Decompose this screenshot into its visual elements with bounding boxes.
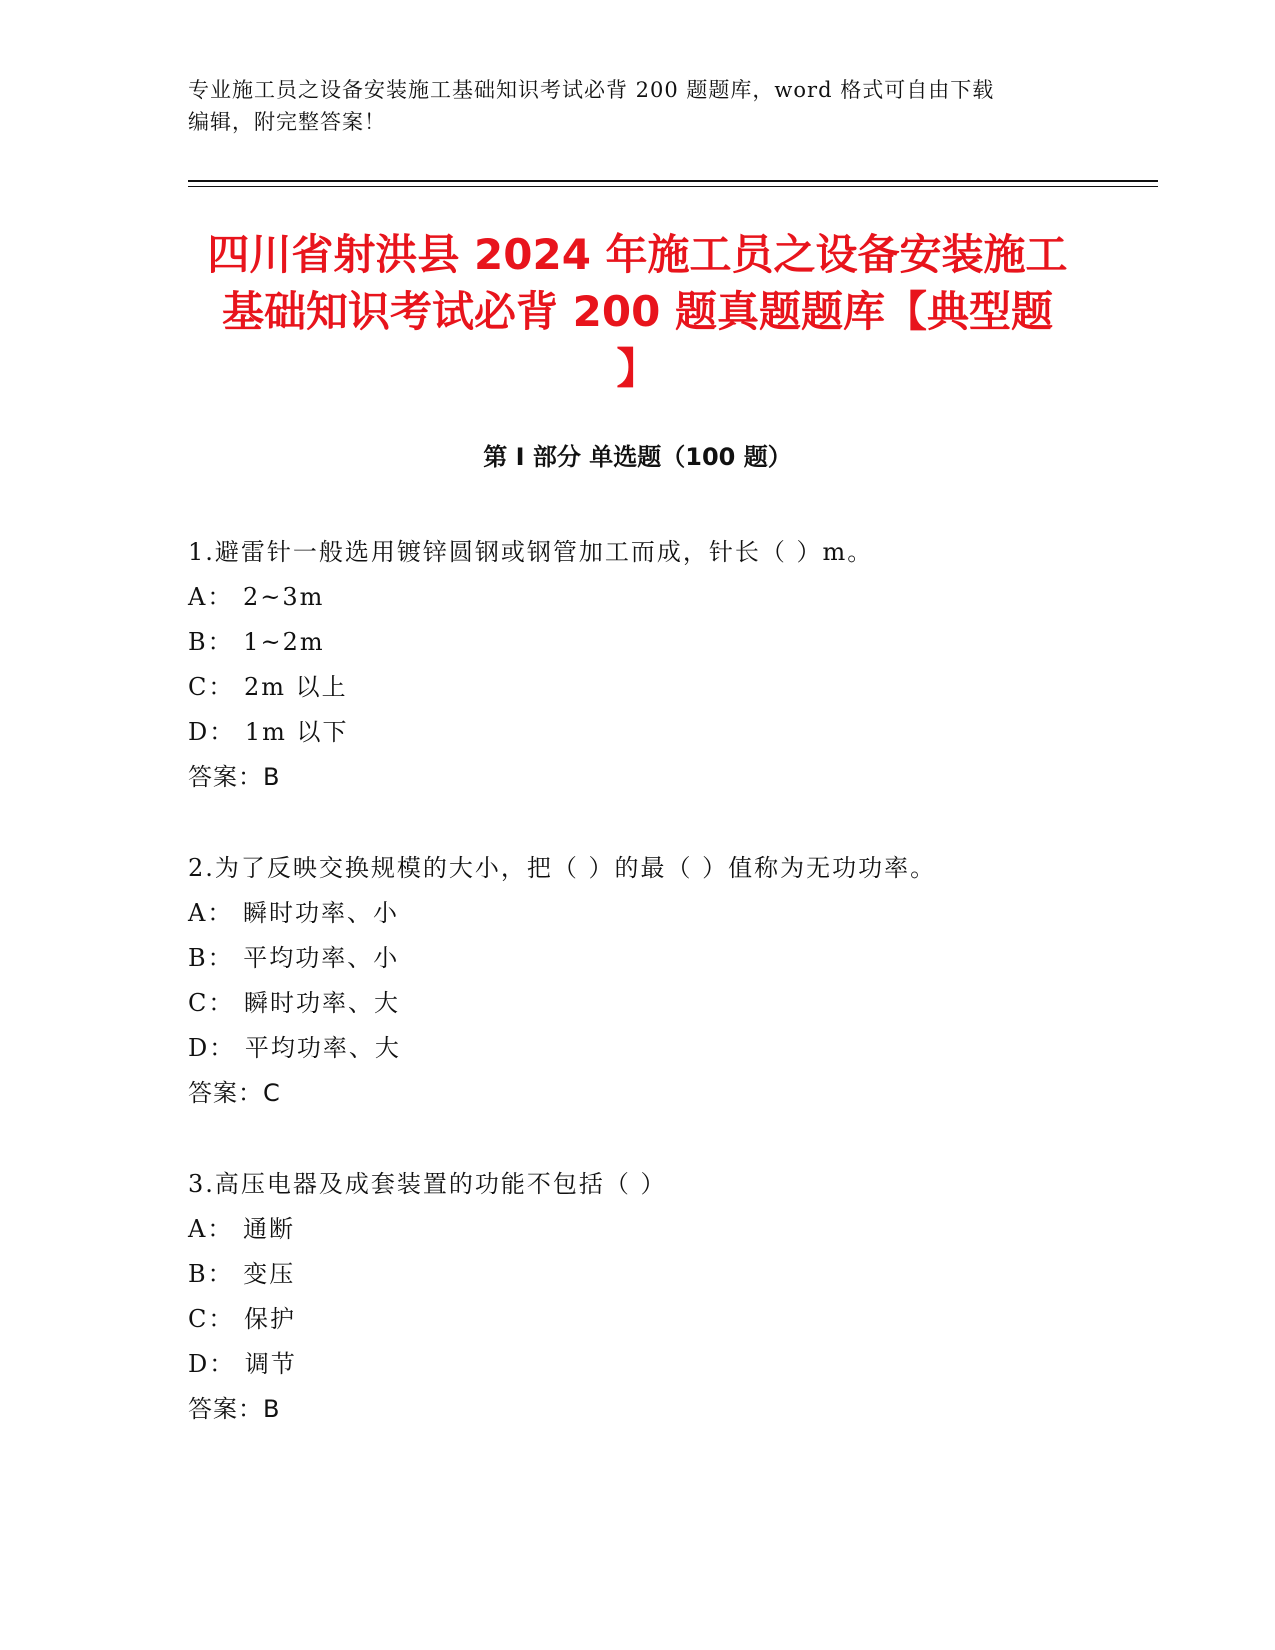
option-c: C： 瞬时功率、大 — [188, 989, 400, 1017]
option-c: C： 保护 — [188, 1305, 296, 1333]
question-stem: 3.高压电器及成套装置的功能不包括（ ） — [188, 1170, 667, 1198]
header-divider-thick — [188, 180, 1158, 182]
option-a: A： 通断 — [188, 1215, 295, 1243]
option-d: D： 1m 以下 — [188, 718, 349, 746]
question-item — [188, 1162, 1148, 1432]
document-title-line-2: 基础知识考试必背 200 题真题题库【典型题 — [222, 287, 1053, 336]
question-stem: 2.为了反映交换规模的大小，把（ ）的最（ ）值称为无功功率。 — [188, 854, 937, 882]
option-a: A： 2~3m — [188, 583, 325, 611]
section-heading: 第 I 部分 单选题（100 题） — [483, 443, 792, 471]
header-note-line-1: 专业施工员之设备安装施工基础知识考试必背 200 题题库，word 格式可自由下载 — [188, 78, 995, 102]
header-divider-thin — [188, 186, 1158, 187]
option-b: B： 平均功率、小 — [188, 944, 400, 972]
question-stem: 1.避雷针一般选用镀锌圆钢或钢管加工而成，针长（ ）m。 — [188, 538, 874, 566]
answer-line: 答案：B — [188, 1395, 281, 1423]
option-a: A： 瞬时功率、小 — [188, 899, 399, 927]
question-item — [188, 846, 1148, 1116]
question-item — [188, 530, 1148, 800]
option-c: C： 2m 以上 — [188, 673, 348, 701]
option-b: B： 1~2m — [188, 628, 325, 656]
document-title-line-3: 】 — [616, 344, 659, 393]
document-title — [170, 226, 1105, 397]
header-note — [188, 74, 1088, 138]
document-title-line-1: 四川省射洪县 2024 年施工员之设备安装施工 — [207, 230, 1068, 279]
header-note-line-2: 编辑，附完整答案！ — [188, 110, 386, 134]
answer-line: 答案：B — [188, 763, 281, 791]
option-d: D： 调节 — [188, 1350, 297, 1378]
answer-line: 答案：C — [188, 1079, 281, 1107]
option-b: B： 变压 — [188, 1260, 296, 1288]
option-d: D： 平均功率、大 — [188, 1034, 401, 1062]
question-list — [188, 530, 1148, 1478]
